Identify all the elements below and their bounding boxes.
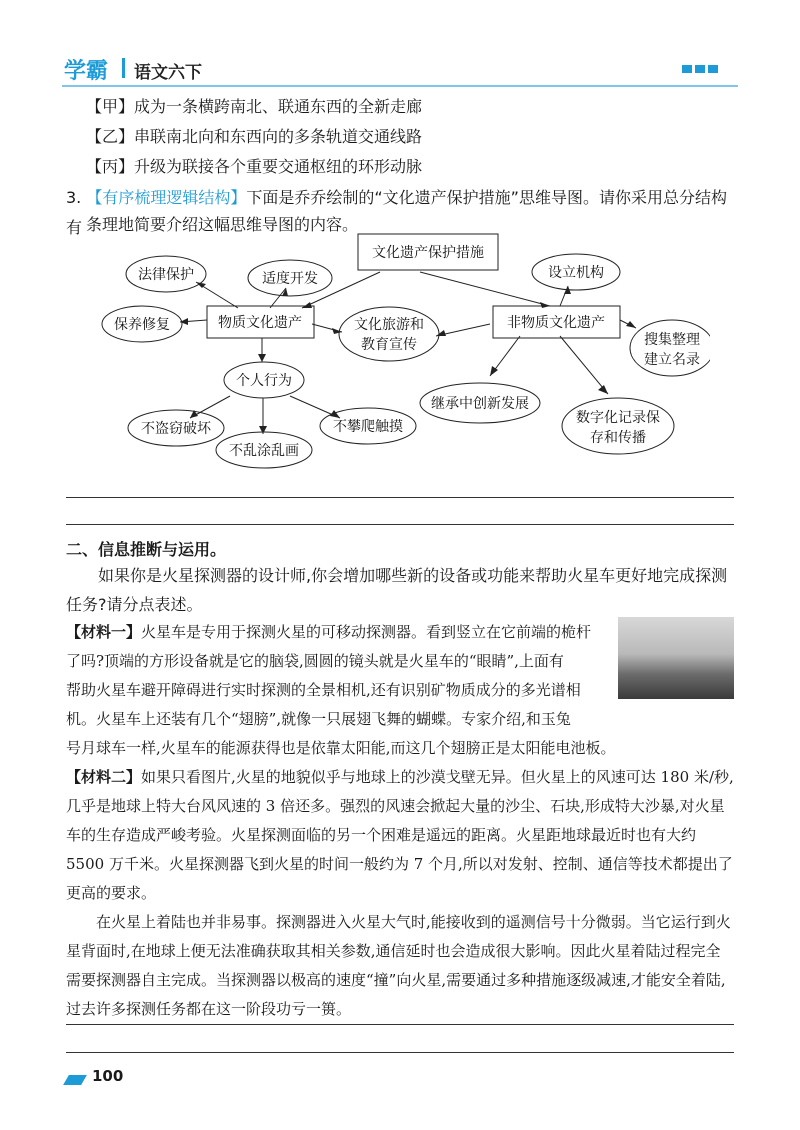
node-nosteal: 不盗窃破坏	[141, 421, 211, 437]
node-inherit: 继承中创新发展	[431, 396, 529, 412]
node-left: 物质文化遗产	[218, 315, 302, 331]
node-digital-line1: 数字化记录保	[576, 410, 660, 426]
arrow-center-right	[436, 330, 446, 336]
node-moderate: 适度开发	[262, 271, 318, 287]
option-bing: 【丙】升级为联接各个重要交通枢纽的环形动脉	[86, 157, 423, 176]
node-nograffiti: 不乱涂乱画	[229, 443, 299, 459]
option-jia: 【甲】成为一条横跨南北、联通东西的全新走廊	[86, 97, 423, 116]
footer-mark-icon	[63, 1075, 87, 1085]
question-tag: 【有序梳理逻辑结构】	[86, 188, 247, 207]
node-noclimb: 不攀爬触摸	[333, 419, 403, 435]
node-law: 法律保护	[138, 267, 194, 283]
node-agency: 设立机构	[548, 265, 604, 281]
mind-map	[90, 228, 710, 490]
answer-line[interactable]	[66, 1052, 734, 1053]
material-2-paragraph-2: 在火星上着陆也并非易事。探测器进入火星大气时,能接收到的遥测信号十分微弱。当它运行到火星背面时,在地球上便无法准确获取其相关参数,通信延时也会造成很大影响。因此火星着陆过程完全需要探测器自主完成。当探测器以极高的速度“撞”向火星,需要通过多种措施逐级减速,才能安全着陆,过去许多探测任务都在这一阶段功亏一篑。	[66, 913, 731, 1018]
material-1-line1: 【材料一】火星车是专用于探测火星的可移动探测器。看到竖立在它前端的桅杆	[66, 623, 592, 641]
node-digital-line2: 存和传播	[590, 430, 646, 446]
subject-title: 语文六下	[134, 63, 202, 83]
header-decoration-icon	[682, 65, 718, 73]
brand-logo: 学霸	[64, 59, 109, 84]
mind-map-svg	[90, 228, 710, 490]
arrow-repair	[180, 318, 188, 325]
material-1-line2: 了吗?顶端的方形设备就是它的脑袋,圆圆的镜头就是火星车的“眼睛”,上面有	[66, 652, 564, 670]
material-1-line4: 机。火星车上还装有几个“翅膀”,就像一只展翅飞舞的蝴蝶。专家介绍,和玉兔	[66, 710, 571, 728]
material-1-line5: 号月球车一样,火星车的能源获得也是依靠太阳能,而这几个翅膀正是太阳能电池板。	[66, 739, 616, 757]
arrow-center-left	[332, 328, 342, 334]
header-rule	[62, 85, 738, 87]
node-center-line1: 文化旅游和	[354, 317, 424, 333]
material-2-text: 如果只看图片,火星的地貌似乎与地球上的沙漠戈壁无异。但火星上的风速可达 180 米/秒,几乎是地球上特大台风风速的 3 倍还多。强烈的风速会掀起大量的沙尘、石块,形成特大沙暴,对火星车的生存造成严峻考验。火星探测面临的另一个困难是遥远的距离。火星距地球最近时也有大约 5500 万千米。火星探测器飞到火星的时间一般约为 7 个月,所以对发射、控制、通信等技术都提出了更高的要求。	[66, 768, 734, 902]
page-header	[62, 52, 738, 88]
arrow-collect	[626, 321, 636, 328]
node-collect-line1: 搜集整理	[644, 332, 700, 348]
arrow-personal	[258, 354, 266, 362]
question-number: 3.	[66, 188, 82, 207]
material-1-label: 【材料一】	[66, 623, 142, 641]
answer-line[interactable]	[66, 497, 734, 498]
edge-right-digital	[560, 336, 608, 394]
page-number: 100	[92, 1067, 124, 1085]
answer-line[interactable]	[66, 1024, 734, 1025]
node-center-line2: 教育宣传	[361, 337, 417, 353]
node-personal: 个人行为	[236, 373, 292, 389]
arrow-digital	[598, 385, 608, 394]
material-2	[66, 763, 734, 908]
question-text: 下面是乔乔绘制的“文化遗产保护措施”思维导图。请你采用总分结构有	[66, 188, 727, 237]
arrow-right	[540, 302, 550, 308]
material-2-label: 【材料二】	[66, 768, 142, 786]
answer-line[interactable]	[66, 524, 734, 525]
section-title: 二、信息推断与运用。	[66, 540, 227, 559]
arrow-nograffiti	[259, 426, 267, 434]
edge-left-moderate	[270, 288, 286, 308]
brand-separator	[122, 58, 125, 78]
node-repair: 保养修复	[114, 317, 170, 333]
node-root: 文化遗产保护措施	[372, 245, 484, 261]
node-collect-line2: 建立名录	[644, 352, 700, 368]
edge-root-right	[420, 272, 550, 306]
question-text-line2: 条理地简要介绍这幅思维导图的内容。	[86, 215, 359, 234]
arrow-left	[302, 302, 312, 308]
arrow-noclimb	[330, 410, 340, 418]
material-1-line3: 帮助火星车避开障碍进行实时探测的全景相机,还有识别矿物质成分的多光谱相	[66, 681, 581, 699]
mars-rover-photo	[618, 617, 734, 699]
task-prompt: 如果你是火星探测器的设计师,你会增加哪些新的设备或功能来帮助火星车更好地完成探测任务?请分点表述。	[66, 566, 728, 614]
option-yi: 【乙】串联南北向和东西向的多条轨道交通线路	[86, 127, 423, 146]
node-right: 非物质文化遗产	[507, 315, 605, 331]
